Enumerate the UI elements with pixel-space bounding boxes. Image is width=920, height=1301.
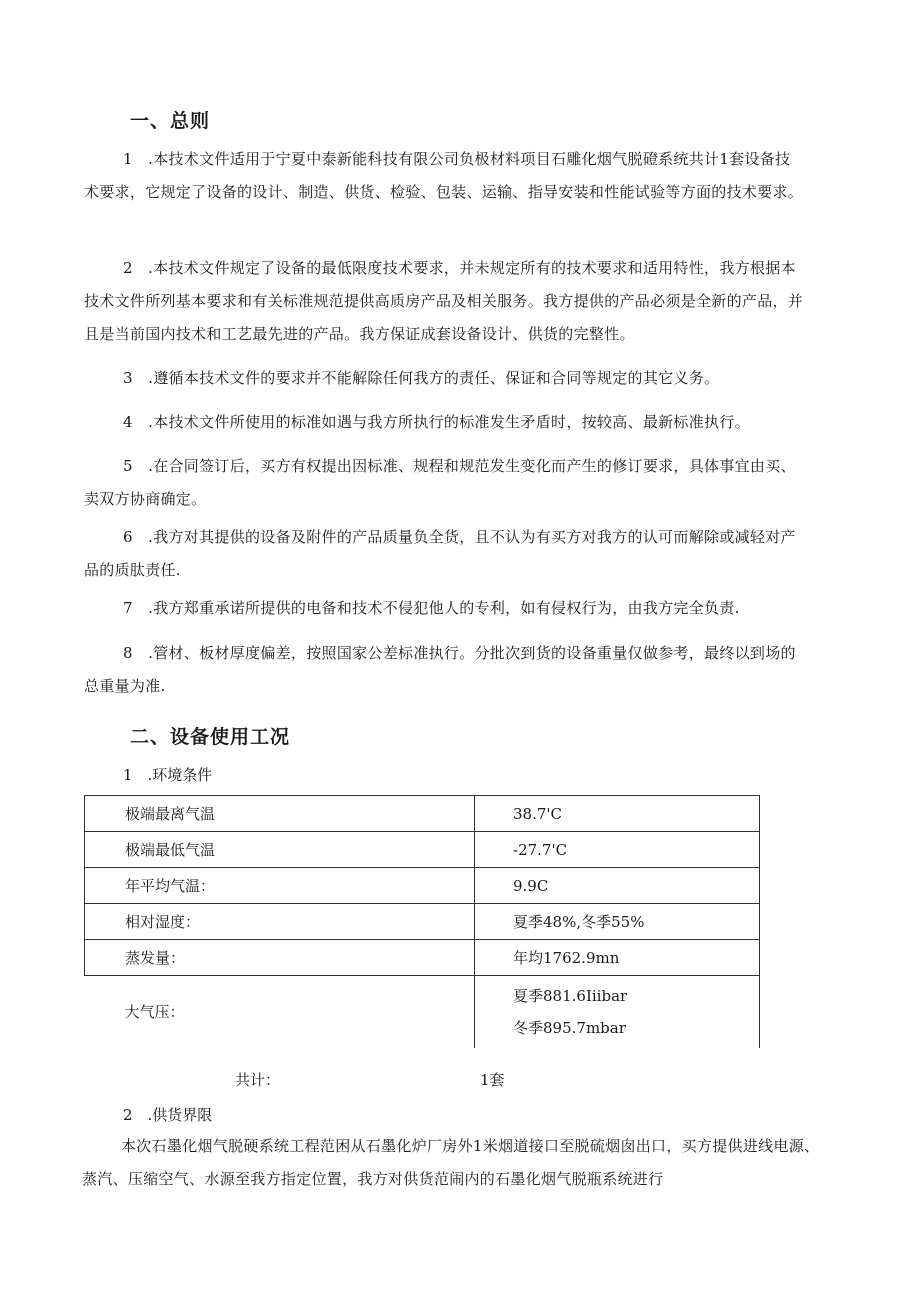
env-value: 年均1762.9mn — [475, 940, 760, 976]
env-key: 年平均气温： — [85, 868, 475, 904]
supply-boundary-text: 本次石墨化烟气脱硬系统工程范困从石墨化炉厂房外1米烟道接口至脱硫烟囱出口，买方提供进线电源、蒸汽、压缩空气、水源至我方指定位置，我方对供货范闹内的石墨化烟气脱瓶系统进行 — [82, 1137, 820, 1188]
pressure-values — [475, 976, 760, 1048]
env-value: 38.7'C — [475, 796, 760, 832]
table-row — [85, 940, 760, 976]
section1-item-6: 6 .我方对其提供的设备及附件的产品质量负全货，且不认为有买方对我方的认可而解除或减轻对产品的质肽责任. — [84, 528, 796, 579]
env-conditions-heading: 1 .环境条件 — [123, 766, 213, 784]
section1-item-7: 7 .我方郑重承诺所提供的电备和技术不侵犯他人的专利，如有侵权行为，由我方完全负责. — [123, 599, 740, 617]
section1-item-8: 8 .管材、板材厚度偏差，按照国家公差标准执行。分批次到货的设备重量仅做参考，最终以到场的总重量为准. — [84, 644, 796, 695]
total-label: 共计： — [235, 1071, 281, 1089]
table-row-pressure — [85, 976, 760, 1048]
environment-table — [84, 795, 760, 1048]
env-key: 蒸发量： — [85, 940, 475, 976]
env-value: 夏季48%,冬季55% — [475, 904, 760, 940]
section1-item-3: 3 .遵循本技术文件的要求并不能解除任何我方的责任、保证和合同等规定的其它义务。 — [123, 369, 720, 387]
env-value: -27.7'C — [475, 832, 760, 868]
pressure-winter: 冬季895.7mbar — [513, 1018, 626, 1037]
table-row — [85, 904, 760, 940]
pressure-summer: 夏季881.6Iiibar — [513, 986, 628, 1005]
section2-title: 二、设备使用工况 — [130, 726, 291, 748]
env-key: 极端最低气温 — [85, 832, 475, 868]
section1-item-1: 1 .本技术文件适用于宁夏中泰新能科技有限公司负极材料项目石雕化烟气脱磴系统共计1套设备技术要求，它规定了设备的设计、制造、供货、检验、包装、运输、指导安装和性能试验等方面的技术要求。 — [84, 150, 804, 201]
env-value: 9.9C — [475, 868, 760, 904]
table-row — [85, 868, 760, 904]
table-row — [85, 796, 760, 832]
section1-title: 一、总则 — [130, 110, 211, 132]
total-value: 1套 — [480, 1071, 505, 1089]
section1-item-2: 2 .本技术文件规定了设备的最低限度技术要求，并未规定所有的技术要求和适用特性，我方根据本技术文件所列基本要求和有关标准规范提供高质房产品及相关服务。我方提供的产品必须是全新的产品，并且是当前国内技术和工艺最先进的产品。我方保证成套设备设计、供货的完整性。 — [84, 259, 804, 343]
section1-item-5: 5 .在合同签订后，买方有权提出因标准、规程和规范发生变化而产生的修订要求，具体事宜由买、卖双方协商确定。 — [84, 457, 796, 508]
table-row — [85, 832, 760, 868]
supply-boundary-heading: 2 .供货界限 — [123, 1106, 213, 1124]
pressure-key: 大气压： — [85, 976, 475, 1048]
section1-item-4: 4 .本技术文件所使用的标准如遇与我方所执行的标准发生矛盾时，按较高、最新标准执行。 — [123, 413, 750, 431]
env-key: 极端最离气温 — [85, 796, 475, 832]
env-key: 相对湿度： — [85, 904, 475, 940]
